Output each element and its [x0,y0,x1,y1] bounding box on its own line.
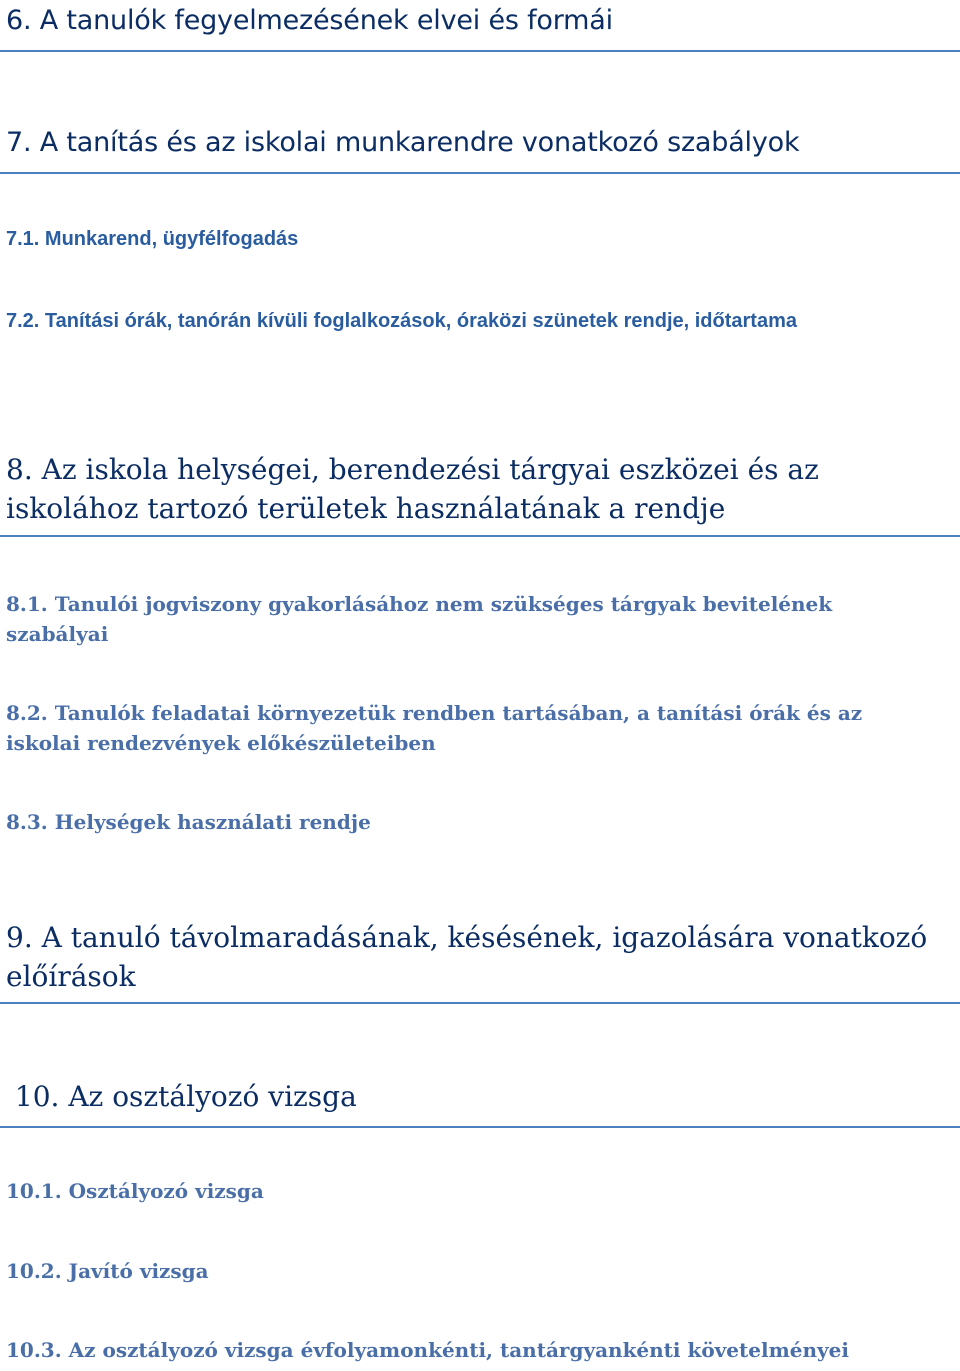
subheading-10-2: 10.2. Javító vizsga [6,1259,209,1283]
subheading-7-1: 7.1. Munkarend, ügyfélfogadás [6,228,299,250]
subheading-10-1: 10.1. Osztályozó vizsga [6,1179,264,1203]
subheading-8-3: 8.3. Helységek használati rendje [6,810,371,834]
section-rule [0,172,960,174]
subheading-8-2: 8.2. Tanulók feladatai környezetük rendben tartásában, a tanítási órák és az iskolai rendezvények előkészületeiben [6,701,863,755]
heading-section-8: 8. Az iskola helységei, berendezési tárgyai eszközei és az iskolához tartozó területek használatának a rendje [6,453,819,525]
section-rule [0,1126,960,1128]
subheading-7-2: 7.2. Tanítási órák, tanórán kívüli foglalkozások, óraközi szünetek rendje, időtartama [6,310,797,332]
heading-section-10: 10. Az osztályozó vizsga [6,1080,357,1113]
subheading-10-3: 10.3. Az osztályozó vizsga évfolyamonkénti, tantárgyankénti követelményei [6,1338,849,1362]
section-rule [0,50,960,52]
section-rule [0,1002,960,1004]
subheading-8-1: 8.1. Tanulói jogviszony gyakorlásához nem szükséges tárgyak bevitelének szabályai [6,592,833,646]
heading-section-9: 9. A tanuló távolmaradásának, késésének, igazolására vonatkozó előírások [6,921,928,993]
heading-section-6: 6. A tanulók fegyelmezésének elvei és formái [6,5,613,36]
heading-section-7: 7. A tanítás és az iskolai munkarendre vonatkozó szabályok [6,127,800,158]
section-rule [0,535,960,537]
